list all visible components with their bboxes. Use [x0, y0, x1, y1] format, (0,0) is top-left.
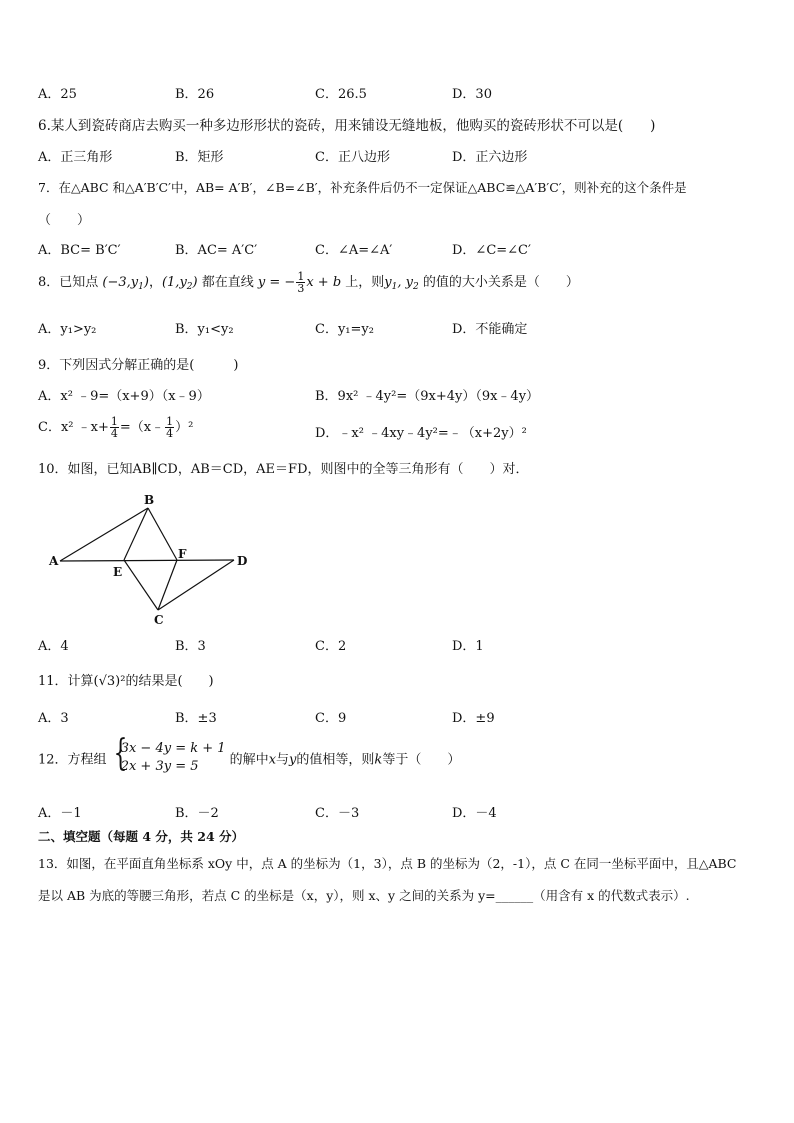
- option-b[interactable]: B．3: [175, 639, 206, 654]
- q12-prefix: 12．方程组: [38, 752, 107, 768]
- q5-options: [38, 83, 758, 101]
- option-b[interactable]: B．9x² ﹣4y²=（9x+4y）（9x﹣4y）: [315, 389, 540, 404]
- q9-options-row1: [38, 385, 758, 403]
- q10-figure: [44, 490, 254, 630]
- q8-suffix-pre: 上，则: [345, 275, 385, 290]
- q9-options-row2: [38, 412, 758, 442]
- option-d[interactable]: D．－4: [452, 806, 497, 821]
- option-d[interactable]: D．∠C=∠C′: [452, 243, 531, 258]
- option-b[interactable]: B．26: [175, 87, 215, 102]
- q8-mid: 都在直线: [201, 275, 254, 290]
- q11-suffix: 的结果是( ): [125, 674, 214, 689]
- option-d[interactable]: D．不能确定: [452, 322, 528, 337]
- option-c[interactable]: C．－3: [315, 806, 360, 821]
- segment-fc: [158, 560, 177, 610]
- q7-options: [38, 239, 758, 257]
- q8-eq: = −: [265, 275, 296, 290]
- q6-stem: 6.某人到瓷砖商店去购买一种多边形形状的瓷砖，用来铺设无缝地板，他购买的瓷砖形状不可以是( ): [38, 118, 656, 134]
- q12-suffix: 的解中x与y的值相等，则k等于（ ）: [229, 752, 461, 768]
- q11-expr: (√3)²: [93, 674, 126, 689]
- option-d[interactable]: D．±9: [452, 711, 495, 726]
- option-a[interactable]: A．3: [38, 711, 69, 726]
- option-b[interactable]: B．－2: [175, 806, 219, 821]
- option-c[interactable]: C．∠A=∠A′: [315, 243, 393, 258]
- option-a[interactable]: A．－1: [38, 806, 82, 821]
- label-a: A: [49, 554, 59, 568]
- option-d[interactable]: D．30: [452, 87, 492, 102]
- option-d[interactable]: D．﹣x² ﹣4xy﹣4y²=﹣（x+2y）²: [315, 426, 527, 441]
- q10-options: [38, 635, 758, 653]
- option-a[interactable]: A．BC= B′C′: [38, 243, 121, 258]
- q12-eq2: 2x + 3y = 5: [120, 759, 199, 774]
- q13-line2: 是以 AB 为底的等腰三角形，若点 C 的坐标是（x，y），则 x、y 之间的关系为 y=______（用含有 x 的代数式表示）.: [38, 888, 690, 903]
- q9-stem: 9．下列因式分解正确的是( ): [38, 358, 239, 373]
- segment-ab: [60, 508, 148, 561]
- q13-line1: 13．如图，在平面直角坐标系 xOy 中，点 A 的坐标为（1，3），点 B 的坐标为（2，-1），点 C 在同一坐标平面中，且△ABC: [38, 856, 737, 871]
- option-c[interactable]: C．正八边形: [315, 150, 390, 165]
- option-a[interactable]: A．4: [38, 639, 69, 654]
- q11-options: [38, 707, 758, 725]
- q9-fraction-2: $\frac{1}{4}$: [166, 415, 174, 440]
- option-c[interactable]: C．y₁=y₂: [315, 322, 374, 337]
- q12-system: [111, 740, 226, 776]
- option-b[interactable]: B．±3: [175, 711, 217, 726]
- label-f: F: [178, 547, 187, 561]
- label-c: C: [154, 613, 164, 627]
- q8-line-y: y: [257, 275, 266, 290]
- q11-prefix: 11．计算: [38, 674, 94, 689]
- q12-stem: [38, 740, 460, 780]
- segment-cd: [158, 560, 234, 610]
- option-c[interactable]: C．x² ﹣x+ $\frac{1}{4}$ =（x﹣ $\frac{1}{4}$ ）²: [38, 415, 194, 440]
- option-c[interactable]: C．26.5: [315, 87, 367, 102]
- option-c[interactable]: C．9: [315, 711, 347, 726]
- option-d[interactable]: D．1: [452, 639, 484, 654]
- q8-fraction: $\frac{1}{3}$: [297, 270, 305, 295]
- q8-vars: $y_1$, $y_2$: [384, 275, 419, 292]
- label-b: B: [144, 493, 155, 507]
- q8-point2: $(1,y_2)$: [161, 275, 198, 292]
- segment-ec: [124, 560, 158, 610]
- q9-fraction-1: $\frac{1}{4}$: [110, 415, 118, 440]
- option-a[interactable]: A．25: [38, 87, 77, 102]
- option-a[interactable]: A．x² ﹣9=（x+9）（x﹣9）: [38, 389, 210, 404]
- q8-suffix-post: 的值的大小关系是（ ）: [422, 275, 579, 290]
- q7-stem-line1: 7．在△ABC 和△A′B′C′中，AB= A′B′，∠B=∠B′，补充条件后仍不一定保证△ABC≌△A′B′C′，则补充的这个条件是: [38, 180, 687, 195]
- q12-options: [38, 802, 758, 820]
- option-b[interactable]: B．矩形: [175, 150, 224, 165]
- option-d[interactable]: D．正六边形: [452, 150, 528, 165]
- q8-point1: $(-3,y_1)$: [102, 275, 149, 292]
- option-c[interactable]: C．2: [315, 639, 347, 654]
- q8-line-rest: x + b: [306, 275, 342, 290]
- section-title: 二、填空题（每题 4 分，共 24 分）: [38, 829, 245, 844]
- option-b[interactable]: B．y₁<y₂: [175, 322, 234, 337]
- segment-bf: [148, 508, 177, 560]
- q12-eq1: { 3x − 4y = k + 1: [120, 741, 226, 756]
- label-e: E: [113, 565, 123, 579]
- segment-ad: [60, 560, 234, 561]
- q11-stem: [38, 670, 214, 689]
- q6-options: [38, 146, 758, 164]
- q8-options: [38, 318, 758, 336]
- option-a[interactable]: A．y₁>y₂: [38, 322, 97, 337]
- label-d: D: [237, 554, 248, 568]
- q8-stem: 8．已知点 $(-3,y_1)$，$(1,y_2)$ 都在直线 y = − $\frac{1}{3}$ x + b 上，则$y_1$, $y_2$ 的值的大小关系是（ ）: [38, 270, 579, 295]
- option-b[interactable]: B．AC= A′C′: [175, 243, 258, 258]
- option-a[interactable]: A．正三角形: [38, 150, 113, 165]
- q8-prefix: 8．已知点: [38, 275, 99, 290]
- q10-stem: 10．如图，已知AB∥CD，AB＝CD，AE＝FD，则图中的全等三角形有（ ）对．: [38, 462, 529, 477]
- q7-stem-line2: （ ）: [38, 213, 91, 228]
